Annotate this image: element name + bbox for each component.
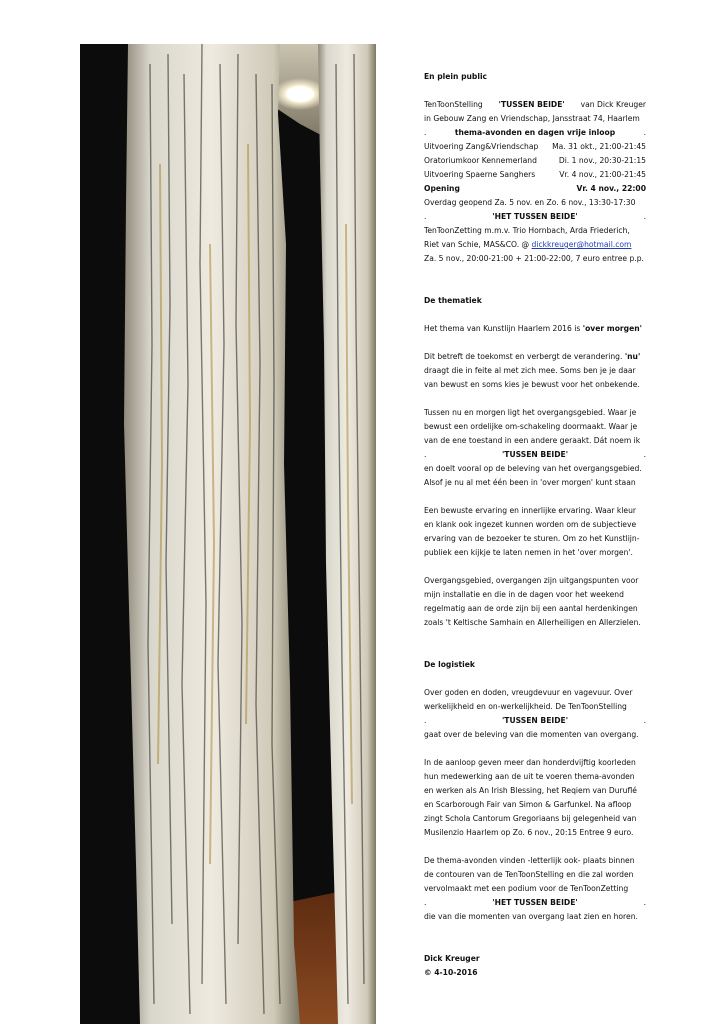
theme-evenings-title: thema-avonden en dagen vrije inloop xyxy=(454,128,616,137)
dot-right: . xyxy=(643,716,646,725)
dot-right: . xyxy=(643,212,646,221)
dot-left: . xyxy=(424,128,427,137)
het-tussen-beide-line xyxy=(424,896,646,910)
schedule-row xyxy=(424,168,646,182)
paragraph-line: Musilenzio Haarlem op Zo. 6 nov., 20:15 Entree 9 euro. xyxy=(424,828,634,837)
exhibition-artist: van Dick Kreuger xyxy=(580,100,646,109)
installation-photo-drawing xyxy=(80,44,376,1024)
performers-line: TenToonZetting m.m.v. Trio Hornbach, Arda Friederich, xyxy=(424,226,630,235)
performance-times-line: Za. 5 nov., 20:00-21:00 + 21:00-22:00, 7 euro entree p.p. xyxy=(424,254,644,263)
paragraph-line: In de aanloop geven meer dan honderdvijftig koorleden xyxy=(424,758,636,767)
paragraph-line xyxy=(424,350,646,364)
paragraph-line: van bewust en soms kies je bewust voor het onbekende. xyxy=(424,380,640,389)
email-link[interactable]: dickkreuger@hotmail.com xyxy=(531,240,632,249)
paragraph-line: werkelijkheid en on-werkelijkheid. De TenToonStelling xyxy=(424,702,627,711)
dot-left: . xyxy=(424,450,427,459)
exhibition-title: 'TUSSEN BEIDE' xyxy=(498,100,565,109)
venue-line: in Gebouw Zang en Vriendschap, Jansstraat 74, Haarlem xyxy=(424,114,640,123)
schedule-time: Vr. 4 nov., 22:00 xyxy=(576,184,646,193)
paragraph-line: die van die momenten van overgang laat zien en horen. xyxy=(424,912,638,921)
schedule-row xyxy=(424,140,646,154)
paragraph-line: Over goden en doden, vreugdevuur en vagevuur. Over xyxy=(424,688,633,697)
text-column xyxy=(424,70,646,980)
schedule-time: Di. 1 nov., 20:30-21:15 xyxy=(558,156,646,165)
dot-left: . xyxy=(424,716,427,725)
schedule-event: Opening xyxy=(424,184,460,193)
paragraph-line: de contouren van de TenToonStelling en die zal worden xyxy=(424,870,634,879)
section-heading-de-logistiek: De logistiek xyxy=(424,660,475,669)
exhibition-line xyxy=(424,98,646,112)
dot-left: . xyxy=(424,212,427,221)
section-heading-de-thematiek: De thematiek xyxy=(424,296,482,305)
paragraph-line: mijn installatie en die in de dagen voor het weekend xyxy=(424,590,624,599)
paragraph-line: hun medewerking aan de uit te voeren thema-avonden xyxy=(424,772,635,781)
schedule-event: Uitvoering Spaerne Sanghers xyxy=(424,170,536,179)
paragraph-line: Een bewuste ervaring en innerlijke ervaring. Waar kleur xyxy=(424,506,637,515)
schedule-row xyxy=(424,154,646,168)
paragraph-line: en werken als An Irish Blessing, het Reqiem van Duruflé xyxy=(424,786,637,795)
opening-hours-line: Overdag geopend Za. 5 nov. en Zo. 6 nov., 13:30-17:30 xyxy=(424,198,636,207)
section-heading-en-plein-public: En plein public xyxy=(424,72,488,81)
theme-statement-text: Het thema van Kunstlijn Haarlem 2016 is xyxy=(424,324,583,333)
paragraph-bold: 'nu' xyxy=(624,352,641,361)
het-tussen-beide-title: 'HET TUSSEN BEIDE' xyxy=(492,212,578,221)
paragraph-line: zoals 't Keltische Samhain en Allerheiligen en Allerzielen. xyxy=(424,618,641,627)
paragraph-line: zingt Schola Cantorum Gregoriaans bij gelegenheid van xyxy=(424,814,637,823)
schedule-time: Vr. 4 nov., 21:00-21:45 xyxy=(559,170,646,179)
paragraph-line: en klank ook ingezet kunnen worden om de subjectieve xyxy=(424,520,637,529)
signature-date: © 4-10-2016 xyxy=(424,968,478,977)
dot-right: . xyxy=(643,450,646,459)
paragraph-line: en doelt vooral op de beleving van het overgangsgebied. xyxy=(424,464,642,473)
paragraph-line: bewust een ordelijke om-schakeling doormaakt. Waar je xyxy=(424,422,638,431)
tussen-beide-line xyxy=(424,448,646,462)
dot-left: . xyxy=(424,898,427,907)
dot-right: . xyxy=(643,128,646,137)
paragraph-line: ervaring van de bezoeker te sturen. Om zo het Kunstlijn- xyxy=(424,534,640,543)
paragraph-line: Overgangsgebied, overgangen zijn uitgangspunten voor xyxy=(424,576,639,585)
tussen-beide-title: 'TUSSEN BEIDE' xyxy=(501,450,569,459)
dot-right: . xyxy=(643,898,646,907)
tussen-beide-line xyxy=(424,714,646,728)
paragraph-line: regelmatig aan de orde zijn bij een aantal herdenkingen xyxy=(424,604,638,613)
paragraph-line: gaat over de beleving van die momenten van overgang. xyxy=(424,730,639,739)
paragraph-text: Dit betreft de toekomst en verbergt de verandering. xyxy=(424,352,625,361)
paragraph-line: vervolmaakt met een podium voor de TenToonZetting xyxy=(424,884,629,893)
het-tussen-beide-line xyxy=(424,210,646,224)
schedule-row-opening xyxy=(424,182,646,196)
paragraph-line: van de ene toestand in een andere geraakt. Dát noem ik xyxy=(424,436,641,445)
theme-statement-bold: 'over morgen' xyxy=(582,324,642,333)
schedule-event: Uitvoering Zang&Vriendschap xyxy=(424,142,539,151)
signature-name: Dick Kreuger xyxy=(424,954,480,963)
contact-prefix: Riet van Schie, MAS&CO. @ xyxy=(424,240,532,249)
schedule-event: Oratoriumkoor Kennemerland xyxy=(424,156,537,165)
theme-evenings-line xyxy=(424,126,646,140)
paragraph-line: draagt die in feite al met zich mee. Soms ben je je daar xyxy=(424,366,636,375)
tussen-beide-title: 'TUSSEN BEIDE' xyxy=(501,716,569,725)
exhibition-label: TenToonStelling xyxy=(424,100,483,109)
schedule-time: Ma. 31 okt., 21:00-21:45 xyxy=(552,142,646,151)
theme-statement xyxy=(424,322,646,336)
het-tussen-beide-title: 'HET TUSSEN BEIDE' xyxy=(492,898,578,907)
paragraph-line: publiek een kijkje te laten nemen in het 'over morgen'. xyxy=(424,548,633,557)
paragraph-line: Alsof je nu al met één been in 'over morgen' kunt staan xyxy=(424,478,636,487)
paragraph-line: De thema-avonden vinden -letterlijk ook- plaats binnen xyxy=(424,856,635,865)
installation-photo xyxy=(80,44,376,1024)
contact-line xyxy=(424,238,646,252)
paragraph-line: Tussen nu en morgen ligt het overgangsgebied. Waar je xyxy=(424,408,637,417)
paragraph-line: en Scarborough Fair van Simon & Garfunkel. Na afloop xyxy=(424,800,632,809)
